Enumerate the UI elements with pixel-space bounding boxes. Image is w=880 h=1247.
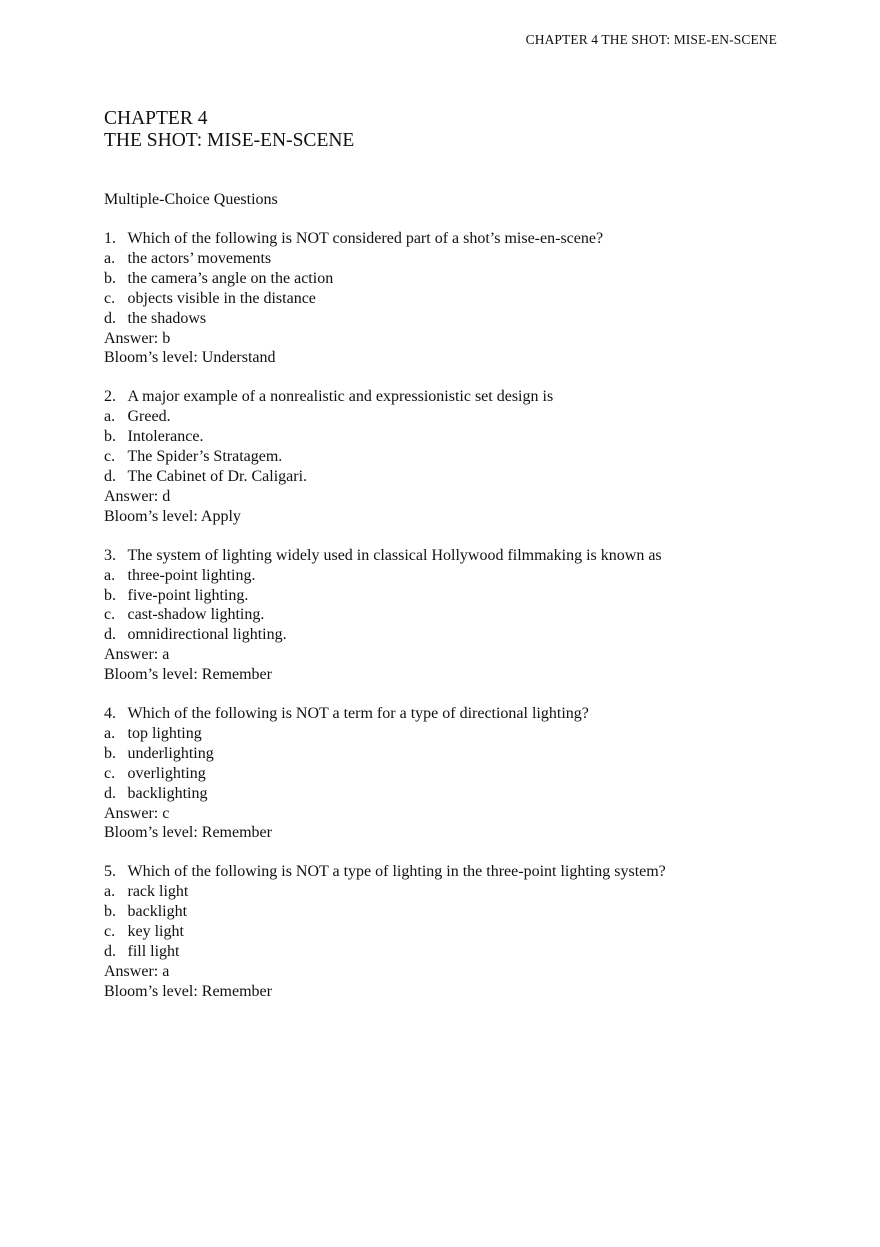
option-a xyxy=(104,407,804,427)
option-letter: a. xyxy=(104,724,116,742)
option-letter: c. xyxy=(104,448,116,466)
option-text: the camera’s angle on the action xyxy=(127,269,334,287)
question-1 xyxy=(104,229,804,368)
option-b xyxy=(104,427,804,447)
option-text: omnidirectional lighting. xyxy=(127,626,287,644)
option-letter: a. xyxy=(104,566,116,584)
option-d xyxy=(104,942,804,962)
question-stem xyxy=(104,862,804,882)
option-text: key light xyxy=(127,923,184,941)
option-letter: d. xyxy=(104,467,116,485)
question-number: 1. xyxy=(104,230,116,247)
chapter-number: CHAPTER 4 xyxy=(104,108,208,129)
option-text: Greed. xyxy=(127,408,171,426)
question-number: 2. xyxy=(104,388,116,406)
section-title: Multiple-Choice Questions xyxy=(104,191,278,208)
option-text: The Spider’s Stratagem. xyxy=(127,448,283,466)
option-text: the shadows xyxy=(127,309,207,327)
option-letter: c. xyxy=(104,289,116,307)
option-letter: b. xyxy=(104,903,116,921)
question-stem xyxy=(104,704,804,724)
chapter-title xyxy=(104,108,804,152)
option-b xyxy=(104,586,804,606)
option-text: The Cabinet of Dr. Caligari. xyxy=(127,467,308,485)
answer: Answer: a xyxy=(104,962,170,980)
option-letter: d. xyxy=(104,943,116,960)
option-text: five-point lighting. xyxy=(127,586,249,604)
option-letter: d. xyxy=(104,784,116,802)
question-text: Which of the following is NOT a term for a type of directional lighting? xyxy=(127,705,589,723)
option-text: fill light xyxy=(127,943,180,960)
question-3 xyxy=(104,546,804,685)
option-letter: b. xyxy=(104,428,116,446)
question-text: Which of the following is NOT considered part of a shot’s mise-en-scene? xyxy=(127,230,604,247)
question-stem xyxy=(104,229,804,249)
running-header: CHAPTER 4 THE SHOT: MISE-EN-SCENE xyxy=(525,32,777,47)
bloom-level: Bloom’s level: Understand xyxy=(104,349,276,367)
option-c xyxy=(104,605,804,625)
question-number: 3. xyxy=(104,546,116,564)
option-text: top lighting xyxy=(127,724,202,742)
question-text: Which of the following is NOT a type of lighting in the three-point lighting system? xyxy=(127,863,666,881)
option-letter: c. xyxy=(104,923,116,941)
option-d xyxy=(104,467,804,487)
question-number: 4. xyxy=(104,705,116,723)
bloom-level: Bloom’s level: Remember xyxy=(104,982,272,1000)
option-text: objects visible in the distance xyxy=(127,289,316,307)
question-4 xyxy=(104,704,804,843)
option-letter: c. xyxy=(104,606,116,624)
option-text: rack light xyxy=(127,883,189,901)
option-text: underlighting xyxy=(127,744,214,762)
option-b xyxy=(104,744,804,764)
option-text: three-point lighting. xyxy=(127,566,256,584)
option-text: overlighting xyxy=(127,764,206,782)
bloom-level: Bloom’s level: Apply xyxy=(104,507,241,525)
question-number: 5. xyxy=(104,863,116,881)
question-stem xyxy=(104,546,804,566)
option-letter: c. xyxy=(104,764,116,782)
option-letter: a. xyxy=(104,408,116,426)
option-a xyxy=(104,566,804,586)
option-b xyxy=(104,269,804,289)
answer: Answer: d xyxy=(104,487,171,505)
question-text: The system of lighting widely used in classical Hollywood filmmaking is known as xyxy=(127,546,662,564)
option-letter: a. xyxy=(104,249,116,267)
option-text: Intolerance. xyxy=(127,428,204,446)
bloom-level: Bloom’s level: Remember xyxy=(104,666,272,684)
option-text: backlight xyxy=(127,903,188,921)
option-a xyxy=(104,882,804,902)
option-letter: b. xyxy=(104,586,116,604)
chapter-name: THE SHOT: MISE-EN-SCENE xyxy=(104,130,355,151)
answer: Answer: b xyxy=(104,329,171,347)
option-text: the actors’ movements xyxy=(127,249,272,267)
option-d xyxy=(104,784,804,804)
page-content xyxy=(104,108,804,1002)
question-stem xyxy=(104,387,804,407)
option-c xyxy=(104,764,804,784)
option-c xyxy=(104,447,804,467)
option-text: backlighting xyxy=(127,784,208,802)
option-c xyxy=(104,922,804,942)
question-5 xyxy=(104,862,804,1001)
option-a xyxy=(104,249,804,269)
option-letter: b. xyxy=(104,744,116,762)
question-text: A major example of a nonrealistic and expressionistic set design is xyxy=(127,388,554,406)
option-a xyxy=(104,724,804,744)
bloom-level: Bloom’s level: Remember xyxy=(104,824,272,842)
option-letter: b. xyxy=(104,269,116,287)
option-b xyxy=(104,902,804,922)
option-letter: d. xyxy=(104,626,116,644)
option-letter: d. xyxy=(104,309,116,327)
option-letter: a. xyxy=(104,883,116,901)
option-text: cast-shadow lighting. xyxy=(127,606,265,624)
answer: Answer: c xyxy=(104,804,170,822)
option-d xyxy=(104,309,804,329)
option-d xyxy=(104,625,804,645)
question-2 xyxy=(104,387,804,526)
answer: Answer: a xyxy=(104,646,170,664)
option-c xyxy=(104,289,804,309)
